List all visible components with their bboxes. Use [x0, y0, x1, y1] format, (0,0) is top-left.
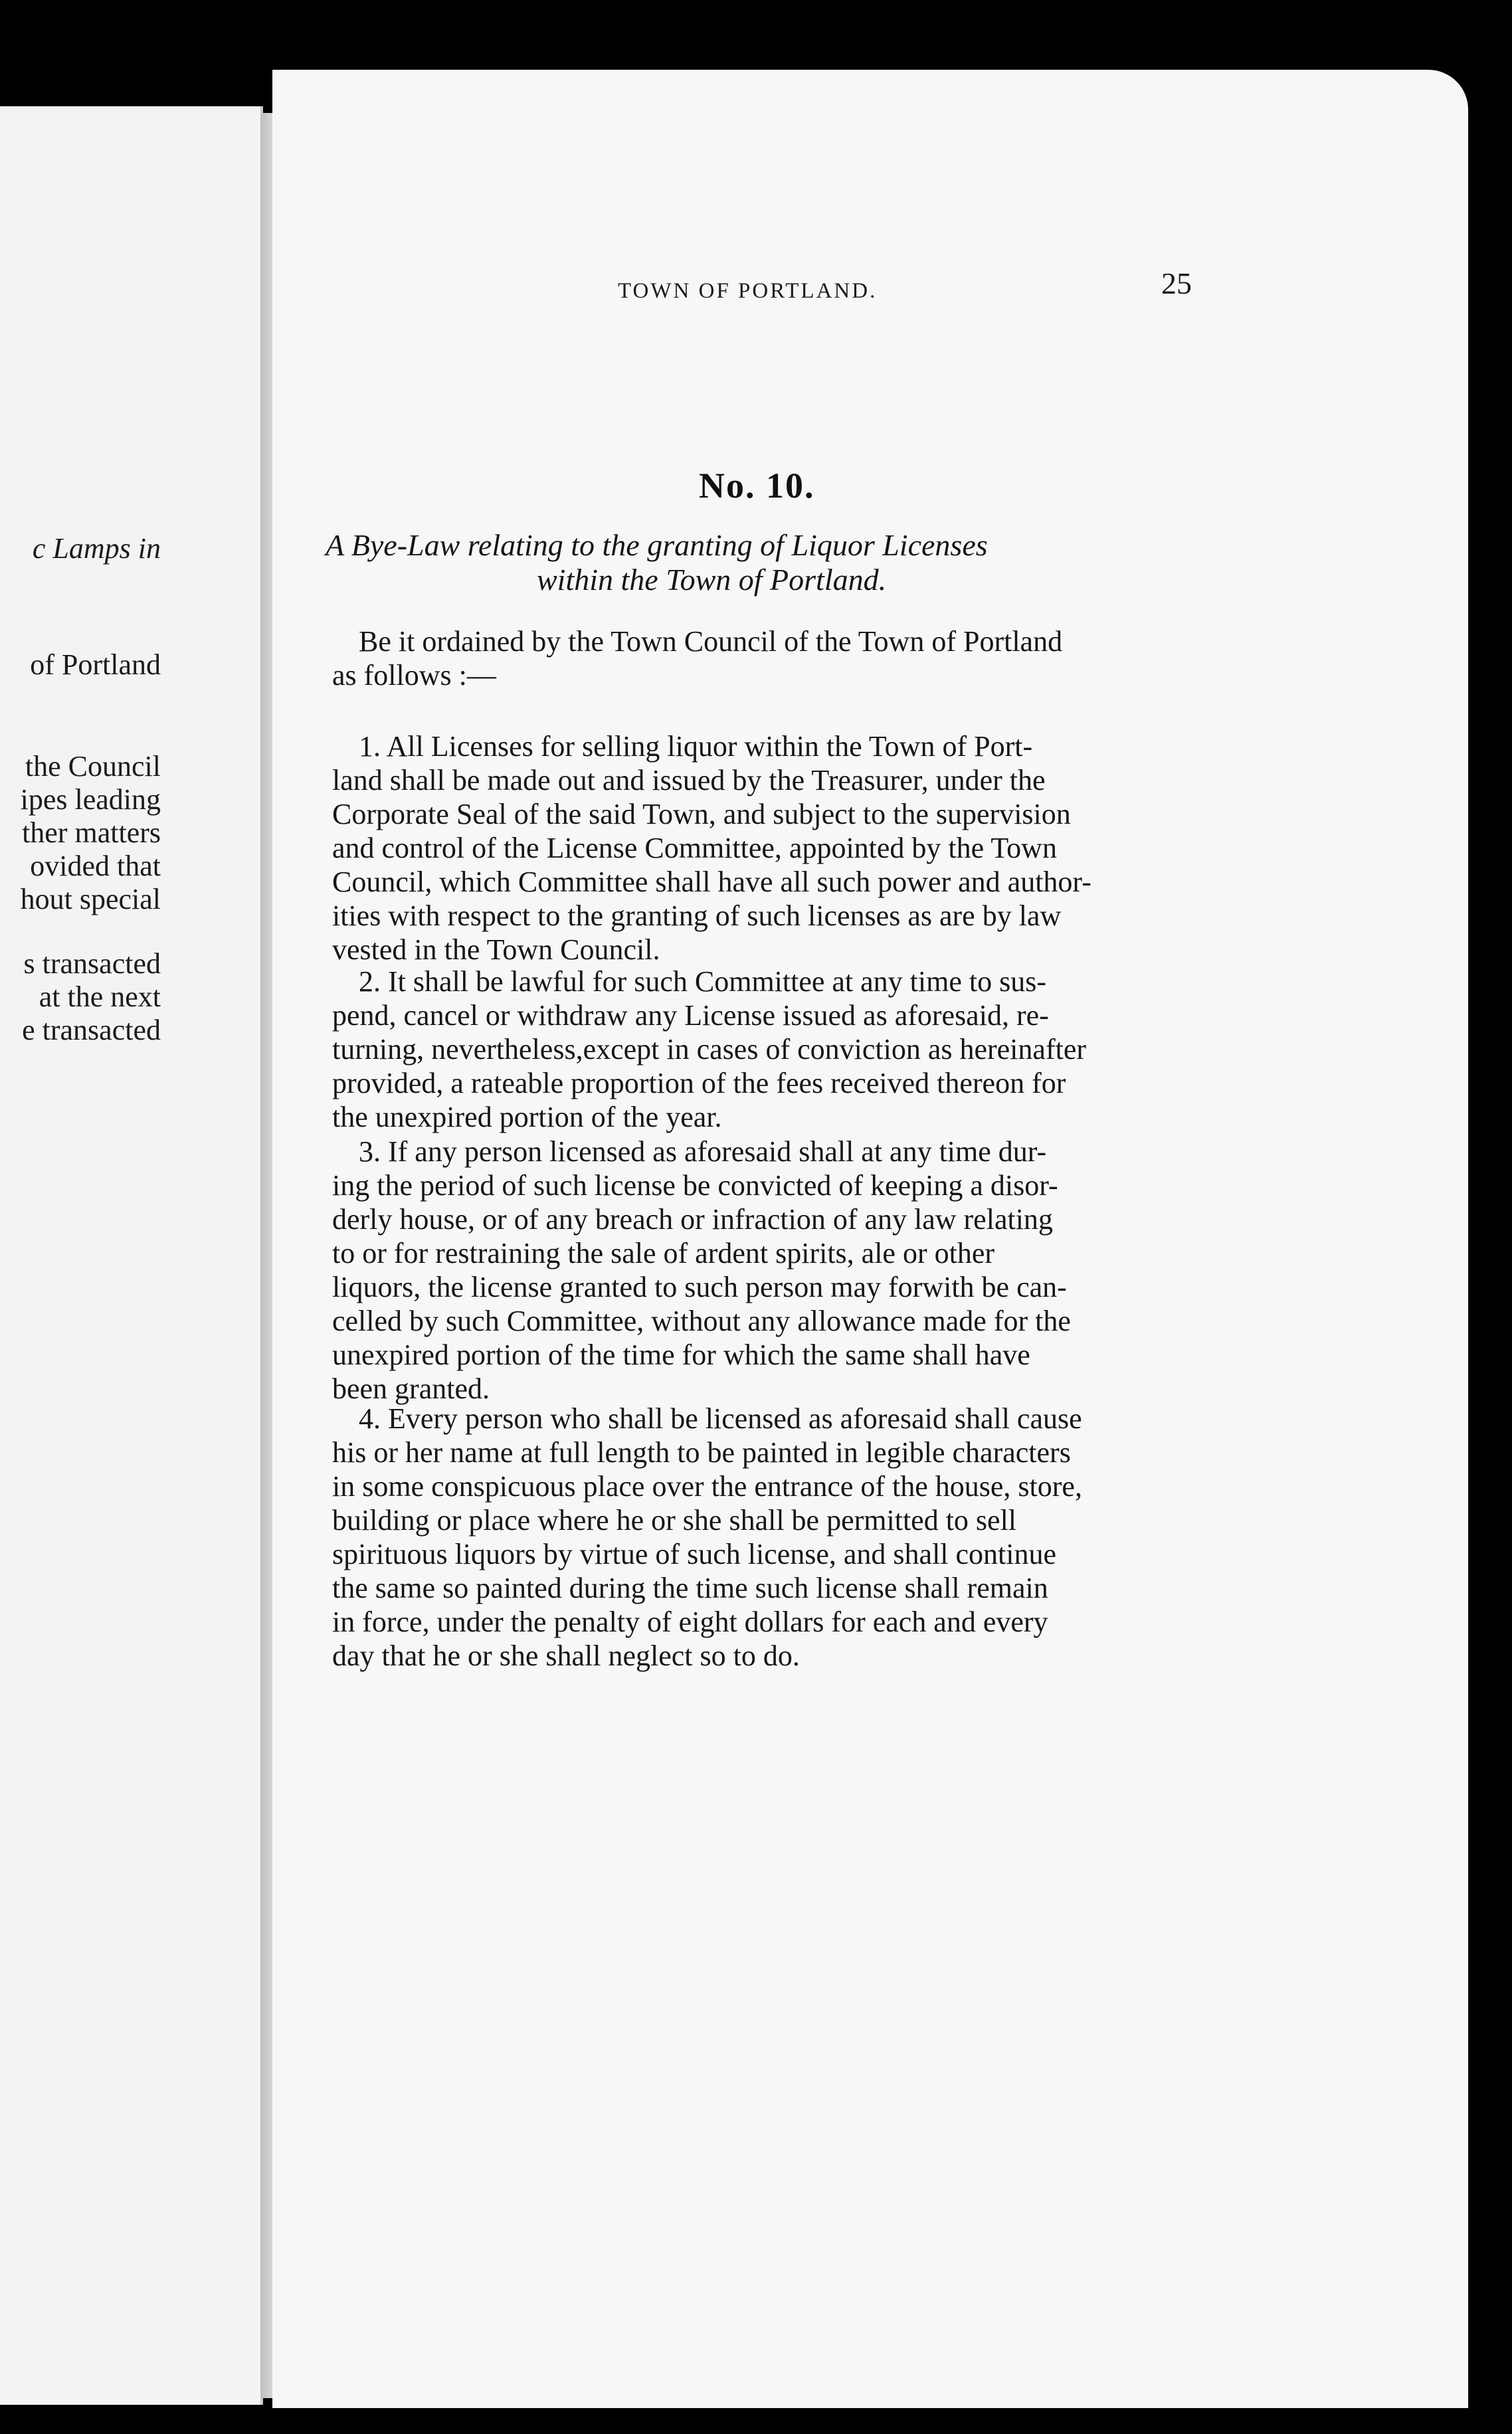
left-page-line: hout special — [20, 883, 161, 915]
text-line: his or her name at full length to be painted in legible characters — [332, 1436, 1071, 1469]
paragraph-4 — [332, 1402, 1216, 1673]
left-page-line: the Council — [25, 750, 161, 783]
text-line: 1. All Licenses for selling liquor within the Town of Port- — [359, 730, 1033, 763]
text-line: vested in the Town Council. — [332, 933, 660, 966]
text-line: derly house, or of any breach or infraction of any law relating — [332, 1203, 1053, 1236]
text-line: to or for restraining the sale of ardent spirits, ale or other — [332, 1237, 995, 1269]
text-line: pend, cancel or withdraw any License issued as aforesaid, re- — [332, 999, 1049, 1032]
text-line: ing the period of such license be convicted of keeping a disor- — [332, 1169, 1058, 1202]
left-facing-page — [0, 106, 263, 2405]
text-line: land shall be made out and issued by the Treasurer, under the — [332, 764, 1046, 796]
text-line: Be it ordained by the Town Council of the Town of Portland — [359, 625, 1063, 658]
text-line: unexpired portion of the time for which the same shall have — [332, 1339, 1030, 1371]
paragraph-2 — [332, 965, 1216, 1134]
text-line: provided, a rateable proportion of the fees received thereon for — [332, 1067, 1066, 1099]
bylaw-title-line: A Bye-Law relating to the granting of Liquor Licenses — [326, 528, 988, 562]
bylaw-title — [326, 528, 1216, 597]
paragraph-3 — [332, 1135, 1216, 1406]
left-page-line: e transacted — [22, 1014, 161, 1046]
left-page-line: ovided that — [30, 850, 161, 882]
text-line: ities with respect to the granting of such licenses as are by law — [332, 899, 1062, 932]
left-page-line: of Portland — [30, 648, 161, 681]
text-line: 2. It shall be lawful for such Committee at any time to sus- — [359, 965, 1047, 998]
preamble — [332, 624, 1216, 692]
text-line: as follows :— — [332, 659, 496, 692]
paragraph-1 — [332, 729, 1216, 967]
text-line: 4. Every person who shall be licensed as aforesaid shall cause — [359, 1402, 1082, 1435]
text-line: the same so painted during the time such license shall remain — [332, 1572, 1048, 1604]
bylaw-title-line: within the Town of Portland. — [537, 563, 887, 597]
running-head: TOWN OF PORTLAND. — [618, 279, 878, 303]
text-line: turning, nevertheless,except in cases of conviction as hereinafter — [332, 1033, 1086, 1066]
left-page-line: ther matters — [22, 816, 161, 849]
left-page-line: s transacted — [23, 947, 161, 980]
text-line: Council, which Committee shall have all such power and author- — [332, 866, 1091, 898]
text-line: the unexpired portion of the year. — [332, 1101, 722, 1133]
text-line: 3. If any person licensed as aforesaid shall at any time dur- — [359, 1135, 1047, 1168]
text-line: spirituous liquors by virtue of such license, and shall continue — [332, 1538, 1057, 1570]
text-line: in force, under the penalty of eight dollars for each and every — [332, 1606, 1048, 1638]
text-line: liquors, the license granted to such person may forwith be can- — [332, 1271, 1067, 1303]
text-line: Corporate Seal of the said Town, and subject to the supervision — [332, 798, 1071, 830]
text-line: been granted. — [332, 1372, 490, 1405]
text-line: building or place where he or she shall be permitted to sell — [332, 1504, 1017, 1537]
bylaw-number: No. 10. — [699, 466, 815, 506]
text-line: and control of the License Committee, appointed by the Town — [332, 832, 1057, 864]
page-number: 25 — [1161, 266, 1192, 300]
text-line: day that he or she shall neglect so to do. — [332, 1639, 800, 1672]
text-line: in some conspicuous place over the entrance of the house, store, — [332, 1470, 1082, 1503]
left-page-line: c Lamps in — [32, 532, 161, 565]
left-page-line: ipes leading — [20, 783, 161, 816]
left-page-line: at the next — [39, 981, 161, 1013]
text-line: celled by such Committee, without any allowance made for the — [332, 1305, 1071, 1337]
